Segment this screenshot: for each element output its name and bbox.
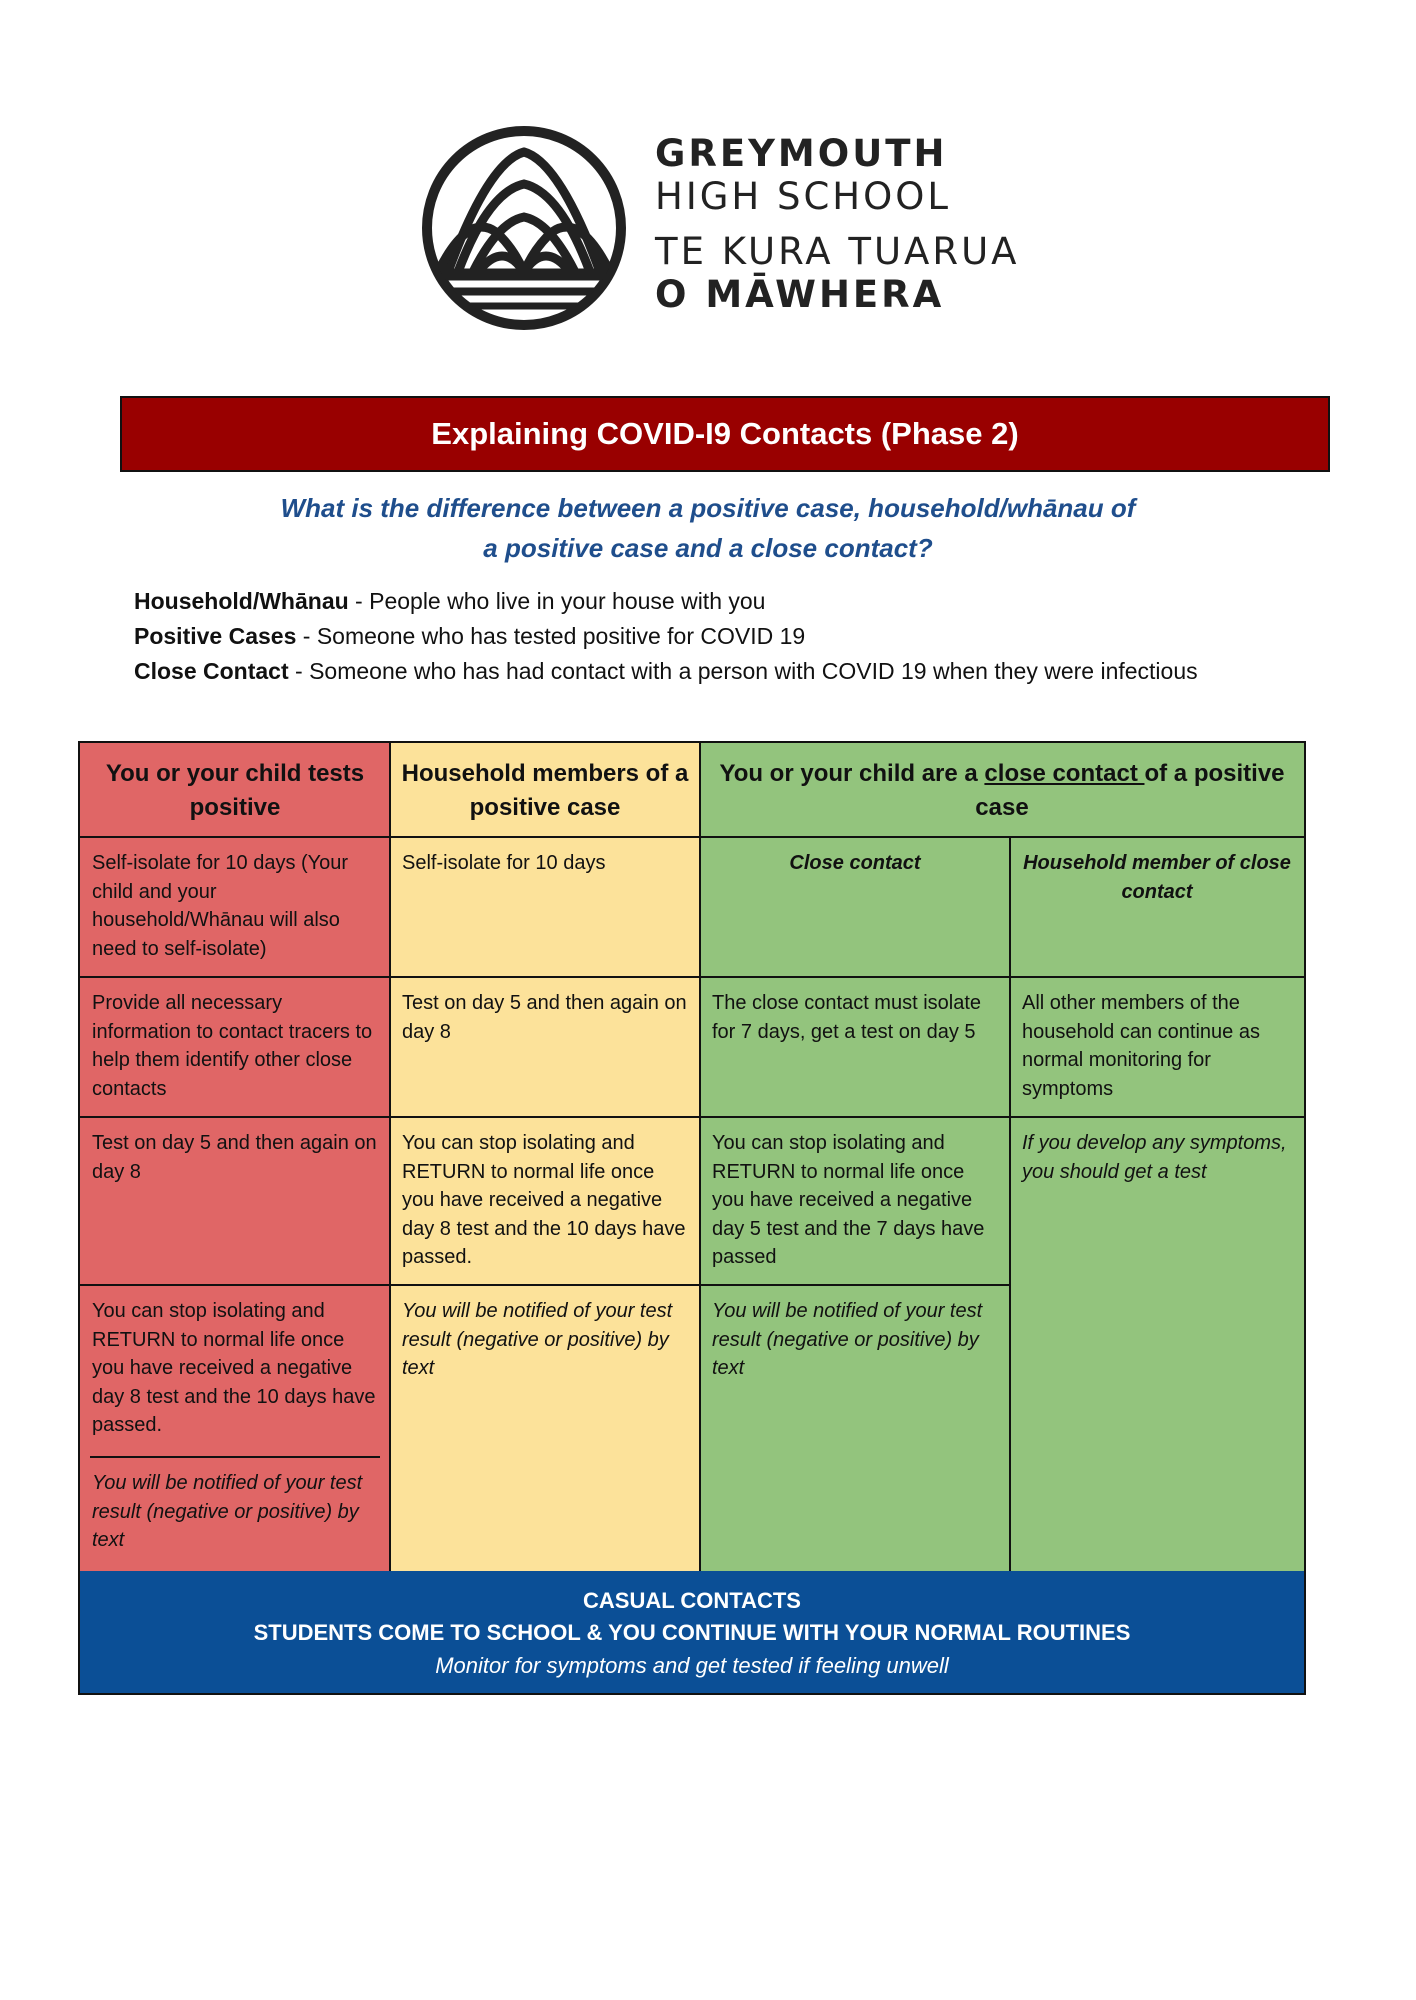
- header-close-contact: You or your child are a close contact of a positive case: [700, 743, 1304, 837]
- grid-divider: [389, 743, 391, 1571]
- question-line2: a positive case and a close contact?: [483, 533, 933, 563]
- grid-divider: [1009, 837, 1011, 1571]
- positive-cell-4: You can stop isolating and RETURN to normal life once you have received a negative day 8 test and the 10 days have passed.: [80, 1285, 390, 1457]
- school-name-line1: GREYMOUTH: [655, 132, 948, 175]
- header-household: Household members of a positive case: [390, 743, 700, 837]
- grid-divider: [699, 743, 701, 1571]
- close-cell-1: The close contact must isolate for 7 days, get a test on day 5: [700, 977, 1010, 1117]
- grid-divider: [90, 1456, 380, 1458]
- school-name-line2: HIGH SCHOOL: [655, 175, 951, 218]
- close-cell-3: You will be notified of your test result (negative or positive) by text: [700, 1285, 1010, 1571]
- household-cell-2: Test on day 5 and then again on day 8: [390, 977, 700, 1117]
- positive-cell-3: Test on day 5 and then again on day 8: [80, 1117, 390, 1285]
- casual-title: CASUAL CONTACTS: [583, 1588, 801, 1613]
- question-line1: What is the difference between a positive case, household/whānau of: [280, 493, 1136, 523]
- grid-divider: [80, 1116, 1304, 1118]
- positive-cell-2: Provide all necessary information to contact tracers to help them identify other close contacts: [80, 977, 390, 1117]
- school-name-line3: TE KURA TUARUA: [655, 230, 1020, 273]
- contacts-table: [78, 741, 1306, 1695]
- grid-divider: [80, 976, 1304, 978]
- school-name-line4: O MĀWHERA: [655, 273, 945, 316]
- title-banner: [120, 396, 1330, 472]
- school-logo-icon: [418, 122, 630, 334]
- household-cell-4: You will be notified of your test result (negative or positive) by text: [390, 1285, 700, 1571]
- subheader-household-of-close: Household member of close contact: [1010, 837, 1304, 977]
- household-cell-1: Self-isolate for 10 days: [390, 837, 700, 977]
- school-name: [655, 132, 1019, 316]
- definitions-list: [134, 584, 1314, 689]
- casual-contacts-banner: [80, 1571, 1304, 1693]
- casual-note: Monitor for symptoms and get tested if feeling unwell: [435, 1653, 949, 1678]
- close-cell-2: You can stop isolating and RETURN to normal life once you have received a negative day 5 test and the 7 days have passed: [700, 1117, 1010, 1285]
- grid-divider: [80, 1284, 1010, 1286]
- definition-household: Household/Whānau - People who live in your house with you: [134, 588, 766, 614]
- household-cell-3: You can stop isolating and RETURN to normal life once you have received a negative day 8 test and the 10 days have passed.: [390, 1117, 700, 1285]
- question-heading: [200, 488, 1216, 568]
- school-header: [0, 0, 1416, 380]
- page-title: Explaining COVID-I9 Contacts (Phase 2): [431, 416, 1019, 451]
- casual-instruction: STUDENTS COME TO SCHOOL & YOU CONTINUE WITH YOUR NORMAL ROUTINES: [253, 1620, 1131, 1645]
- definition-positive: Positive Cases - Someone who has tested positive for COVID 19: [134, 623, 806, 649]
- positive-cell-5: You will be notified of your test result (negative or positive) by text: [80, 1457, 390, 1571]
- header-positive: You or your child tests positive: [80, 743, 390, 837]
- positive-cell-1: Self-isolate for 10 days (Your child and your household/Whānau will also need to self-isolate): [80, 837, 390, 977]
- household-close-cell-2: If you develop any symptoms, you should get a test: [1010, 1117, 1304, 1571]
- subheader-close-contact: Close contact: [700, 837, 1010, 977]
- definition-close-contact: Close Contact - Someone who has had contact with a person with COVID 19 when they were infectious: [134, 658, 1198, 684]
- grid-divider: [80, 836, 1304, 838]
- household-close-cell-1: All other members of the household can continue as normal monitoring for symptoms: [1010, 977, 1304, 1117]
